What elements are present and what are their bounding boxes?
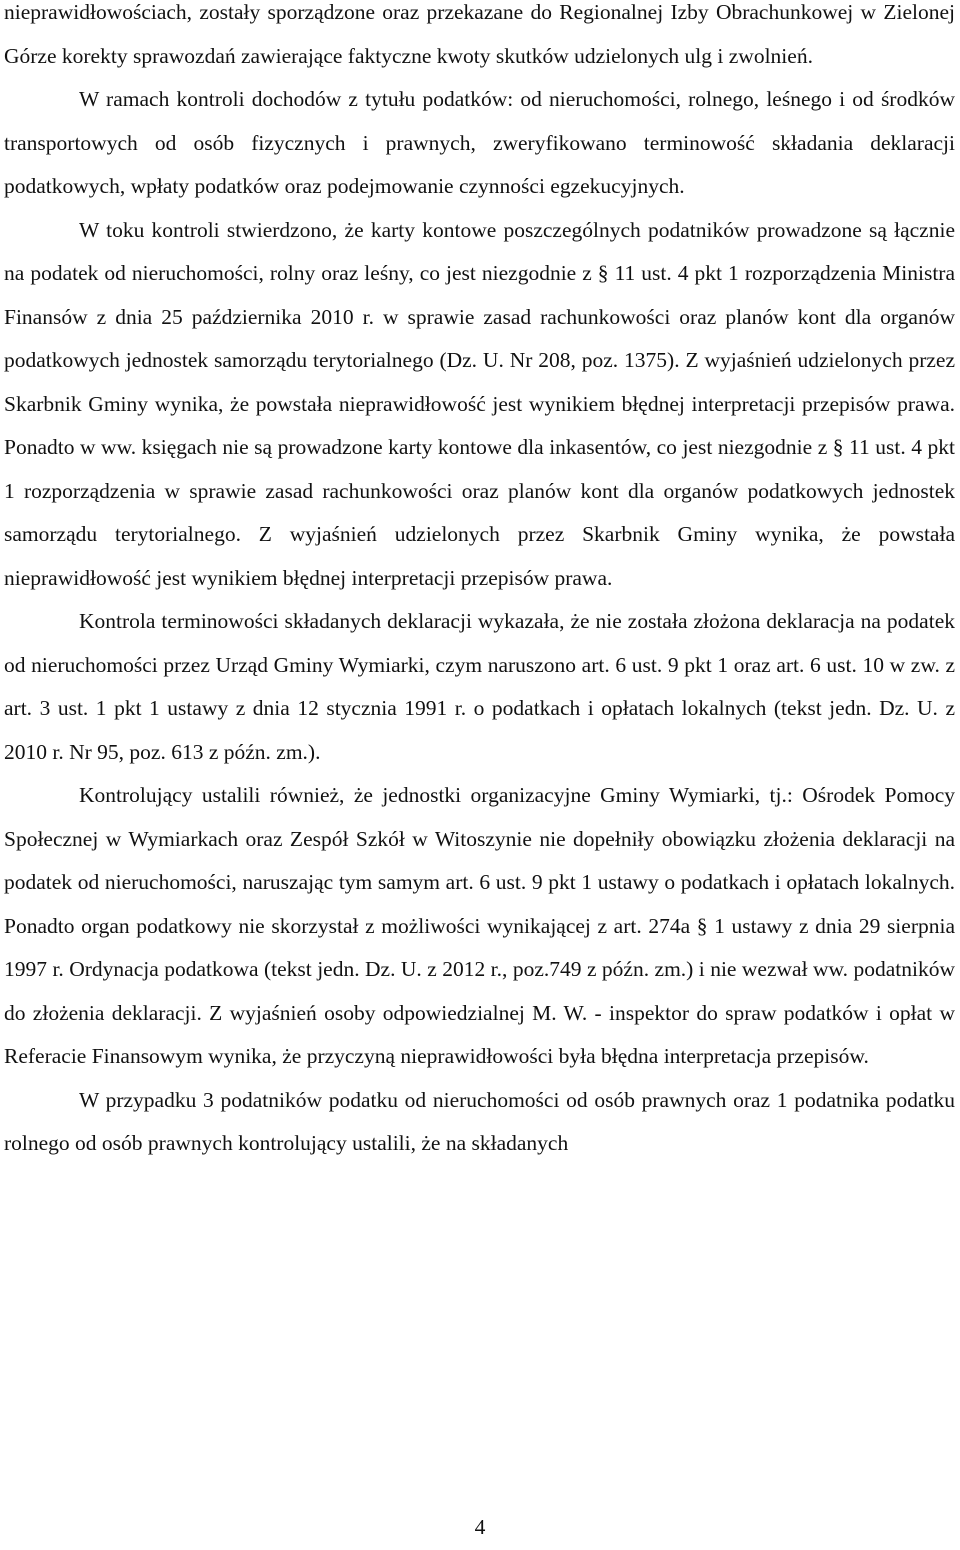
paragraph-2: W ramach kontroli dochodów z tytułu podatków: od nieruchomości, rolnego, leśnego i od środków transportowych od osób fizycznych i prawnych, zweryfikowano terminowość składania deklaracji podatkowych, wpłaty podatków oraz podejmowanie czynności egzekucyjnych. bbox=[4, 87, 955, 198]
paragraph-6: W przypadku 3 podatników podatku od nieruchomości od osób prawnych oraz 1 podatnika podatku rolnego od osób prawnych kontrolujący ustalili, że na składanych bbox=[4, 1087, 955, 1155]
document-page bbox=[4, 0, 955, 1166]
paragraph-5: Kontrolujący ustalili również, że jednostki organizacyjne Gminy Wymiarki, tj.: Ośrodek Pomocy Społecznej w Wymiarkach oraz Zespół Szkół w Witoszynie nie dopełniły obowiązku złożenia deklaracji na podatek od nieruchomości, naruszając tym samym art. 6 ust. 9 pkt 1 ustawy o podatkach i opłatach lokalnych. Ponadto organ podatkowy nie skorzystał z możliwości wynikającej z art. 274a § 1 ustawy z dnia 29 sierpnia 1997 r. Ordynacja podatkowa (tekst jedn. Dz. U. z 2012 r., poz.749 z późn. zm.) i nie wezwał ww. podatników do złożenia deklaracji. Z wyjaśnień osoby odpowiedzialnej M. W. - inspektor do spraw podatków i opłat w Referacie Finansowym wynika, że przyczyną nieprawidłowości była błędna interpretacja przepisów. bbox=[4, 783, 955, 1068]
paragraph-1: nieprawidłowościach, zostały sporządzone oraz przekazane do Regionalnej Izby Obrachunkowej w Zielonej Górze korekty sprawozdań zawierające faktyczne kwoty skutków udzielonych ulg i zwolnień. bbox=[4, 0, 955, 68]
paragraph-3: W toku kontroli stwierdzono, że karty kontowe poszczególnych podatników prowadzone są łącznie na podatek od nieruchomości, rolny oraz leśny, co jest niezgodnie z § 11 ust. 4 pkt 1 rozporządzenia Ministra Finansów z dnia 25 października 2010 r. w sprawie zasad rachunkowości oraz planów kont dla organów podatkowych jednostek samorządu terytorialnego (Dz. U. Nr 208, poz. 1375). Z wyjaśnień udzielonych przez Skarbnik Gminy wynika, że powstała nieprawidłowość jest wynikiem błędnej interpretacji przepisów prawa. Ponadto w ww. księgach nie są prowadzone karty kontowe dla inkasentów, co jest niezgodnie z § 11 ust. 4 pkt 1 rozporządzenia w sprawie zasad rachunkowości oraz planów kont dla organów podatkowych jednostek samorządu terytorialnego. Z wyjaśnień udzielonych przez Skarbnik Gminy wynika, że powstała nieprawidłowość jest wynikiem błędnej interpretacji przepisów prawa. bbox=[4, 217, 955, 590]
paragraph-4: Kontrola terminowości składanych deklaracji wykazała, że nie została złożona deklaracja na podatek od nieruchomości przez Urząd Gminy Wymiarki, czym naruszono art. 6 ust. 9 pkt 1 oraz art. 6 ust. 10 w zw. z art. 3 ust. 1 pkt 1 ustawy z dnia 12 stycznia 1991 r. o podatkach i opłatach lokalnych (tekst jedn. Dz. U. z 2010 r. Nr 95, poz. 613 z późn. zm.). bbox=[4, 609, 955, 764]
page-number: 4 bbox=[474, 1515, 486, 1539]
